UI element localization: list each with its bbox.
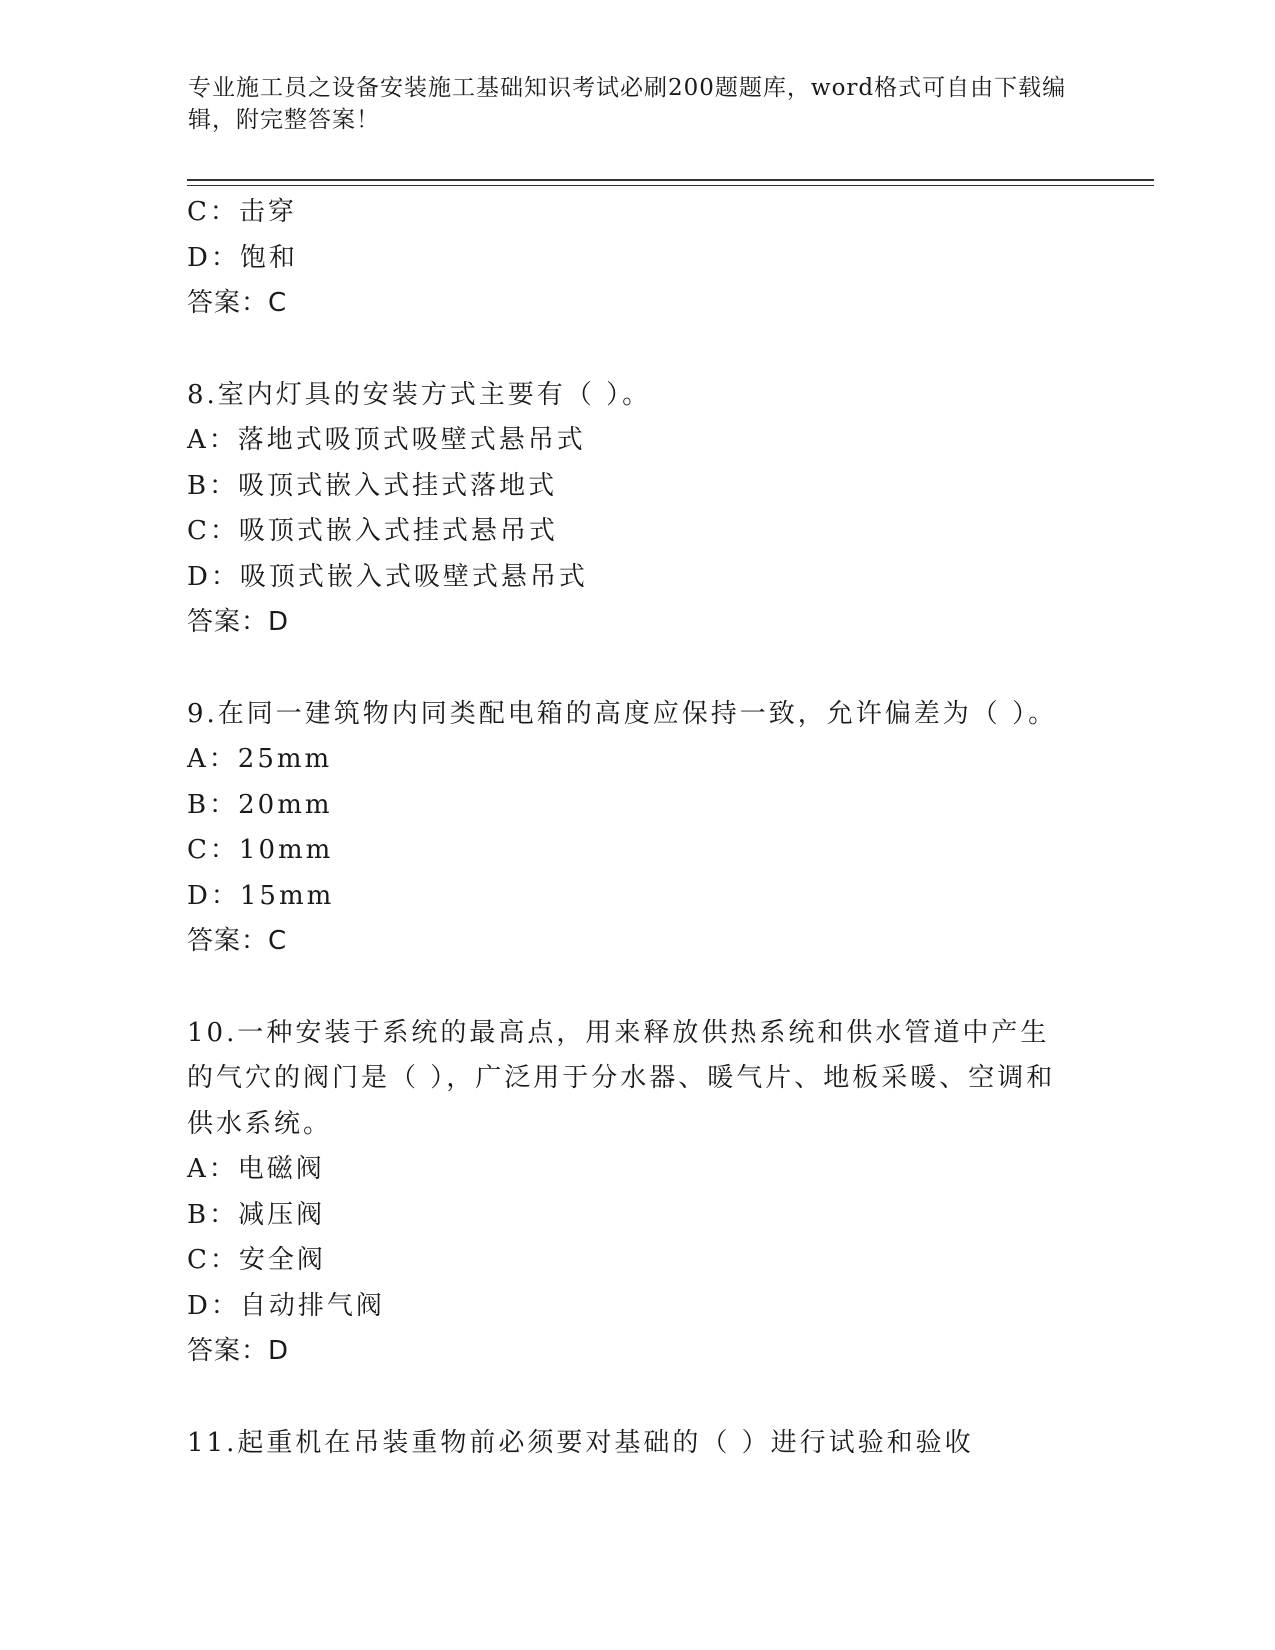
option-label: D xyxy=(187,1290,211,1321)
option-label: D xyxy=(187,561,211,592)
option-label: B xyxy=(187,1199,210,1230)
spacer xyxy=(187,646,1087,692)
option-text: 15mm xyxy=(239,880,335,911)
option-b: B：减压阀 xyxy=(187,1199,326,1230)
option-label: C xyxy=(187,1245,210,1275)
answer-value: D xyxy=(268,1336,290,1366)
answer-label: 答案： xyxy=(187,607,269,637)
question-block-8 xyxy=(187,373,1087,646)
option-d: D：吸顶式嵌入式吸壁式悬吊式 xyxy=(187,561,588,592)
question-block-prev xyxy=(187,190,1087,327)
option-a: A：25mm xyxy=(187,744,333,774)
option-label: A xyxy=(187,744,209,774)
option-a: A：电磁阀 xyxy=(187,1154,325,1184)
option-text: 电磁阀 xyxy=(237,1154,325,1184)
option-text: 安全阀 xyxy=(238,1245,326,1275)
option-b: B：吸顶式嵌入式挂式落地式 xyxy=(187,470,558,501)
option-label: B xyxy=(187,470,210,501)
answer-line xyxy=(187,1329,1087,1375)
answer-label: 答案： xyxy=(187,288,269,318)
spacer xyxy=(187,965,1087,1011)
option-text: 吸顶式嵌入式吸壁式悬吊式 xyxy=(239,561,588,592)
option-text: 20mm xyxy=(238,789,333,820)
option-label: D xyxy=(187,880,211,911)
option-text: 吸顶式嵌入式挂式落地式 xyxy=(238,470,558,501)
question-block-11 xyxy=(187,1421,1087,1467)
option-text: 自动排气阀 xyxy=(239,1290,385,1321)
option-a: A：落地式吸顶式吸壁式悬吊式 xyxy=(187,425,586,455)
option-text: 落地式吸顶式吸壁式悬吊式 xyxy=(237,425,586,455)
question-stem: 8.室内灯具的安装方式主要有（ ）。 xyxy=(187,379,652,410)
option-text: 25mm xyxy=(237,744,333,774)
option-text: 击穿 xyxy=(238,197,297,227)
spacer xyxy=(187,327,1087,373)
answer-line xyxy=(187,600,1087,646)
question-block-10 xyxy=(187,1011,1087,1375)
option-c: C：击穿 xyxy=(187,197,297,227)
question-block-9 xyxy=(187,692,1087,965)
option-text: 减压阀 xyxy=(238,1199,326,1230)
header-title: 专业施工员之设备安装施工基础知识考试必刷200题题库，word格式可自由下载编辑，附完整答案！ xyxy=(188,75,1067,133)
option-label: C xyxy=(187,197,210,227)
option-text: 10mm xyxy=(238,835,334,865)
page-header xyxy=(188,72,1088,136)
question-stem: 9.在同一建筑物内同类配电箱的高度应保持一致，允许偏差为（ ）。 xyxy=(187,698,1058,729)
option-label: D xyxy=(187,242,211,273)
question-stem: 11.起重机在吊装重物前必须要对基础的（ ）进行试验和验收 xyxy=(187,1427,974,1458)
option-c: C：吸顶式嵌入式挂式悬吊式 xyxy=(187,516,558,546)
answer-label: 答案： xyxy=(187,1336,269,1366)
header-divider xyxy=(187,179,1154,181)
question-stem: 10.一种安装于系统的最高点，用来释放供热系统和供水管道中产生的气穴的阀门是（ ），广泛用于分水器、暖气片、地板采暖、空调和供水系统。 xyxy=(187,1017,1056,1139)
option-label: A xyxy=(187,425,209,455)
answer-label: 答案： xyxy=(187,926,269,956)
option-b: B：20mm xyxy=(187,789,333,820)
answer-value: C xyxy=(268,288,288,318)
option-text: 吸顶式嵌入式挂式悬吊式 xyxy=(238,516,558,546)
answer-value: D xyxy=(268,607,290,637)
option-label: C xyxy=(187,516,210,546)
answer-line xyxy=(187,281,1087,327)
answer-line xyxy=(187,919,1087,965)
header-divider-thin xyxy=(187,185,1154,186)
option-d: D：15mm xyxy=(187,880,335,911)
option-text: 饱和 xyxy=(239,242,298,273)
answer-value: C xyxy=(268,926,288,956)
option-d: D：自动排气阀 xyxy=(187,1290,385,1321)
question-list xyxy=(187,190,1087,1466)
option-label: A xyxy=(187,1154,209,1184)
option-c: C：安全阀 xyxy=(187,1245,326,1275)
option-d: D：饱和 xyxy=(187,242,298,273)
option-label: C xyxy=(187,835,210,865)
option-label: B xyxy=(187,789,210,820)
spacer xyxy=(187,1375,1087,1421)
option-c: C：10mm xyxy=(187,835,334,865)
